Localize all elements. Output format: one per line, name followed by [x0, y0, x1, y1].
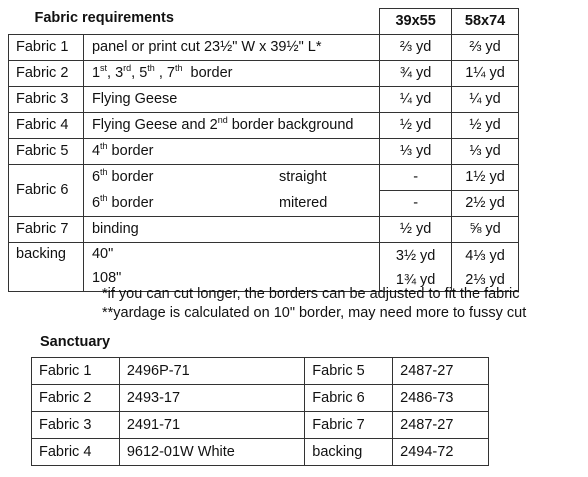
table-row: Fabric 7 binding ½ yd ⅝ yd	[9, 217, 519, 243]
table-row: Fabric 4 9612-01W White backing 2494-72	[32, 439, 489, 466]
table-row: Fabric 3 2491-71 Fabric 7 2487-27	[32, 412, 489, 439]
footnote: **yardage is calculated on 10" border, may need more to fussy cut	[102, 305, 527, 321]
table-row: Fabric 3 Flying Geese ¼ yd ¼ yd	[9, 87, 519, 113]
row-desc: 4th border	[83, 139, 379, 165]
border-kind: mitered	[278, 194, 328, 211]
table-row: Fabric 2 2493-17 Fabric 6 2486-73	[32, 385, 489, 412]
row-desc: Flying Geese and 2nd border background	[83, 113, 379, 139]
table-row: 108" 1¾ yd 2⅓ yd	[9, 269, 519, 292]
table-row: Fabric 4 Flying Geese and 2nd border background ½ yd ½ yd	[9, 113, 519, 139]
collection-table	[31, 357, 489, 466]
table-row: Fabric 1 panel or print cut 23½" W x 39½" L* ⅔ yd ⅔ yd	[9, 35, 519, 61]
table-row: backing 40" 3½ yd 4⅓ yd	[9, 243, 519, 270]
table-row: Fabric 2 1st, 3rd, 5th , 7th border ¾ yd 1¼ yd	[9, 61, 519, 87]
table-row: Fabric 5 4th border ⅓ yd ⅓ yd	[9, 139, 519, 165]
table-row: 6th border mitered - 2½ yd	[9, 191, 519, 217]
footnote: *if you can cut longer, the borders can be adjusted to fit the fabric	[102, 286, 520, 302]
border-kind: straight	[278, 169, 327, 185]
size-header-58x74: 58x74	[452, 9, 519, 35]
row-desc: 6th border mitered	[83, 191, 379, 217]
size-header-39x55: 39x55	[380, 9, 452, 35]
requirements-header-row	[9, 9, 519, 35]
fabric-requirements-table	[8, 8, 519, 292]
row-desc: 1st, 3rd, 5th , 7th border	[83, 61, 379, 87]
requirements-title: Fabric requirements	[34, 9, 174, 26]
footnotes	[102, 285, 526, 323]
table-row: Fabric 6 6th border straight - 1½ yd	[9, 165, 519, 191]
collection-title: Sanctuary	[40, 334, 111, 350]
row-desc: 6th border straight	[83, 165, 379, 191]
table-row: Fabric 1 2496P-71 Fabric 5 2487-27	[32, 358, 489, 385]
